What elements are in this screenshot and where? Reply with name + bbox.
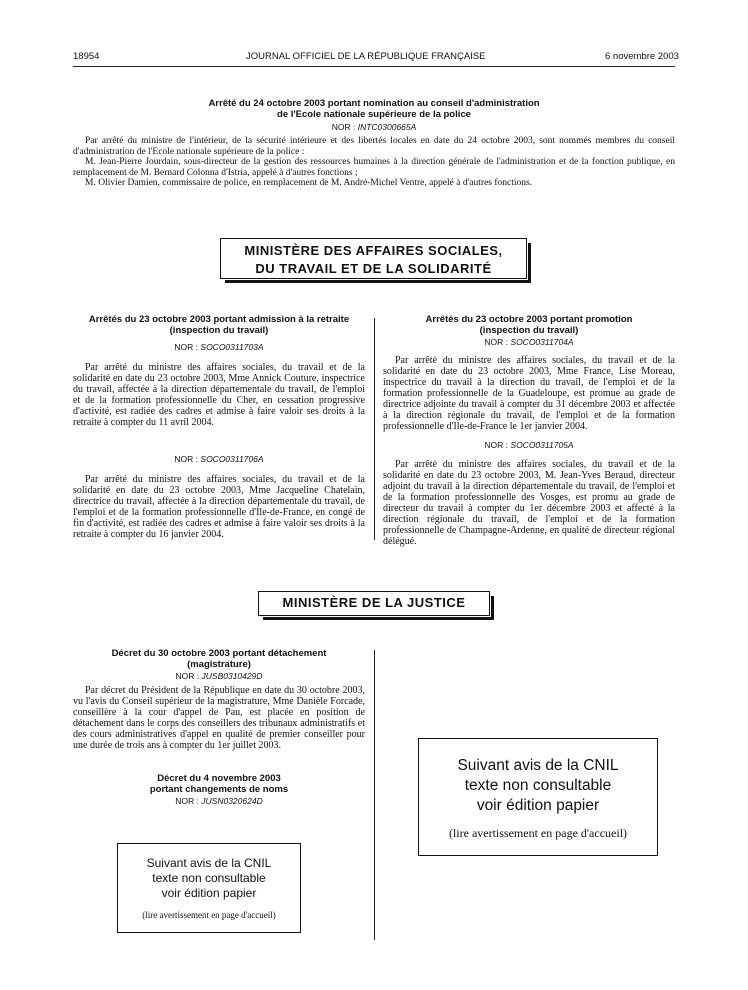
- column-divider: [374, 318, 375, 540]
- column-divider-2: [374, 650, 375, 940]
- page-number: 18954: [73, 51, 100, 62]
- header-rule: [73, 66, 675, 67]
- ministry-justice-box: MINISTÈRE DE LA JUSTICE: [258, 591, 490, 616]
- retraite-nor-2: NOR : SOCO0311706A: [174, 454, 264, 464]
- retraite-para-2: Par arrêté du ministre des affaires sociales, du travail et de la solidarité en date du 23 octobre 2003, Mme Jacqueline Chatelain, directrice du travail, affectée à la direction départementale du travail, de l'emploi et de la formation professionnelle d'Ile-de-France, en congé de fin d'activité, est radiée des cadres et admise à faire valoir ses droits à la retraite à compter du 16 janvier 2004.: [73, 474, 365, 540]
- detachement-title: Décret du 30 octobre 2003 portant détachement (magistrature): [111, 648, 327, 670]
- issue-date: 6 novembre 2003: [605, 51, 679, 62]
- promotion-title: Arrêtés du 23 octobre 2003 portant promotion (inspection du travail): [425, 314, 633, 336]
- journal-title: JOURNAL OFFICIEL DE LA RÉPUBLIQUE FRANÇAISE: [246, 51, 486, 62]
- promotion-para-1: Par arrêté du ministre des affaires sociales, du travail et de la solidarité en date du 23 octobre 2003, Mme France, Lise Moreau, inspectrice du travail à la direction du travail, de l'emploi et de la formation professionnelle de la Guadeloupe, est promue au grade de directrice adjointe du travail à compter du 31 décembre 2003 et affectée à la direction régionale du travail, de l'emploi et de la formation professionnelle d'Ile-de-France le 1er janvier 2004.: [383, 355, 675, 432]
- arrete-police-body: Par arrêté du ministre de l'intérieur, de la sécurité intérieure et des libertés locales en date du 24 octobre 2003, sont nommés membres du conseil d'administration de l'Ecole nationale supérieure de la police : M. Jean-Pierre Jourdain, sous-directeur de la gestion des ressources humaines à la direction générale de l'administration et de la fonction publique, en remplacement de M. Bernard Colonna d'Istria, appelé à d'autres fonctions ; M. Olivier Damien, commissaire de police, en remplacement de M. André-Michel Ventre, appelé à d'autres fonctions.: [73, 136, 675, 188]
- changement-noms-title: Décret du 4 novembre 2003 portant changements de noms: [149, 773, 289, 795]
- retraite-para-1: Par arrêté du ministre des affaires sociales, du travail et de la solidarité en date du 23 octobre 2003, Mme Annick Couture, inspectrice du travail, affectée à la direction départementale du travail, de l'emploi et de la formation professionnelle du Cher, en cessation progressive d'activité, est radiée des cadres et admise à faire valoir ses droits à la retraite à compter du 11 avril 2004.: [73, 362, 365, 428]
- promotion-para-2: Par arrêté du ministre des affaires sociales, du travail et de la solidarité en date du 23 octobre 2003, M. Jean-Yves Beraud, directeur adjoint du travail à la direction départementale du travail, de l'emploi et de la formation professionnelle des Vosges, est promu au grade de directeur du travail à compter du 1er décembre 2003 et affecté à la direction régionale du travail, de l'emploi et de la formation professionnelle de Champagne-Ardenne, en qualité de directeur régional délégué.: [383, 459, 675, 547]
- retraite-title: Arrêtés du 23 octobre 2003 portant admission à la retraite (inspection du travail): [88, 314, 350, 336]
- detachement-para: Par décret du Président de la République en date du 30 octobre 2003, vu l'avis du Conseil supérieur de la magistrature, Mme Danièle Forcade, conseillère à la cour d'appel de Pau, est placée en position de détachement dans le corps des conseillers des tribunaux administratifs et des cours administratives d'appel en qualité de premier conseiller pour une durée de trois ans à compter du 1er juillet 2003.: [73, 685, 365, 751]
- ministry-social-box: MINISTÈRE DES AFFAIRES SOCIALES, DU TRAVAIL ET DE LA SOLIDARITÉ: [220, 238, 527, 279]
- cnil-notice-left: Suivant avis de la CNIL texte non consultable voir édition papier (lire avertissement en page d'accueil): [117, 843, 301, 933]
- detachement-nor: NOR : JUSB0310429D: [175, 671, 263, 681]
- arrete-police-nor: NOR : INTC0300665A: [331, 122, 417, 132]
- cnil-notice-right: Suivant avis de la CNIL texte non consultable voir édition papier (lire avertissement en page d'accueil): [418, 738, 658, 856]
- changement-noms-nor: NOR : JUSN0320624D: [175, 796, 263, 806]
- promotion-nor-1: NOR : SOCO0311704A: [484, 337, 574, 347]
- arrete-police-title: Arrêté du 24 octobre 2003 portant nomination au conseil d'administration de l'Ecole nationale supérieure de la police: [208, 98, 540, 120]
- retraite-nor-1: NOR : SOCO0311703A: [174, 342, 264, 352]
- promotion-nor-2: NOR : SOCO0311705A: [484, 440, 574, 450]
